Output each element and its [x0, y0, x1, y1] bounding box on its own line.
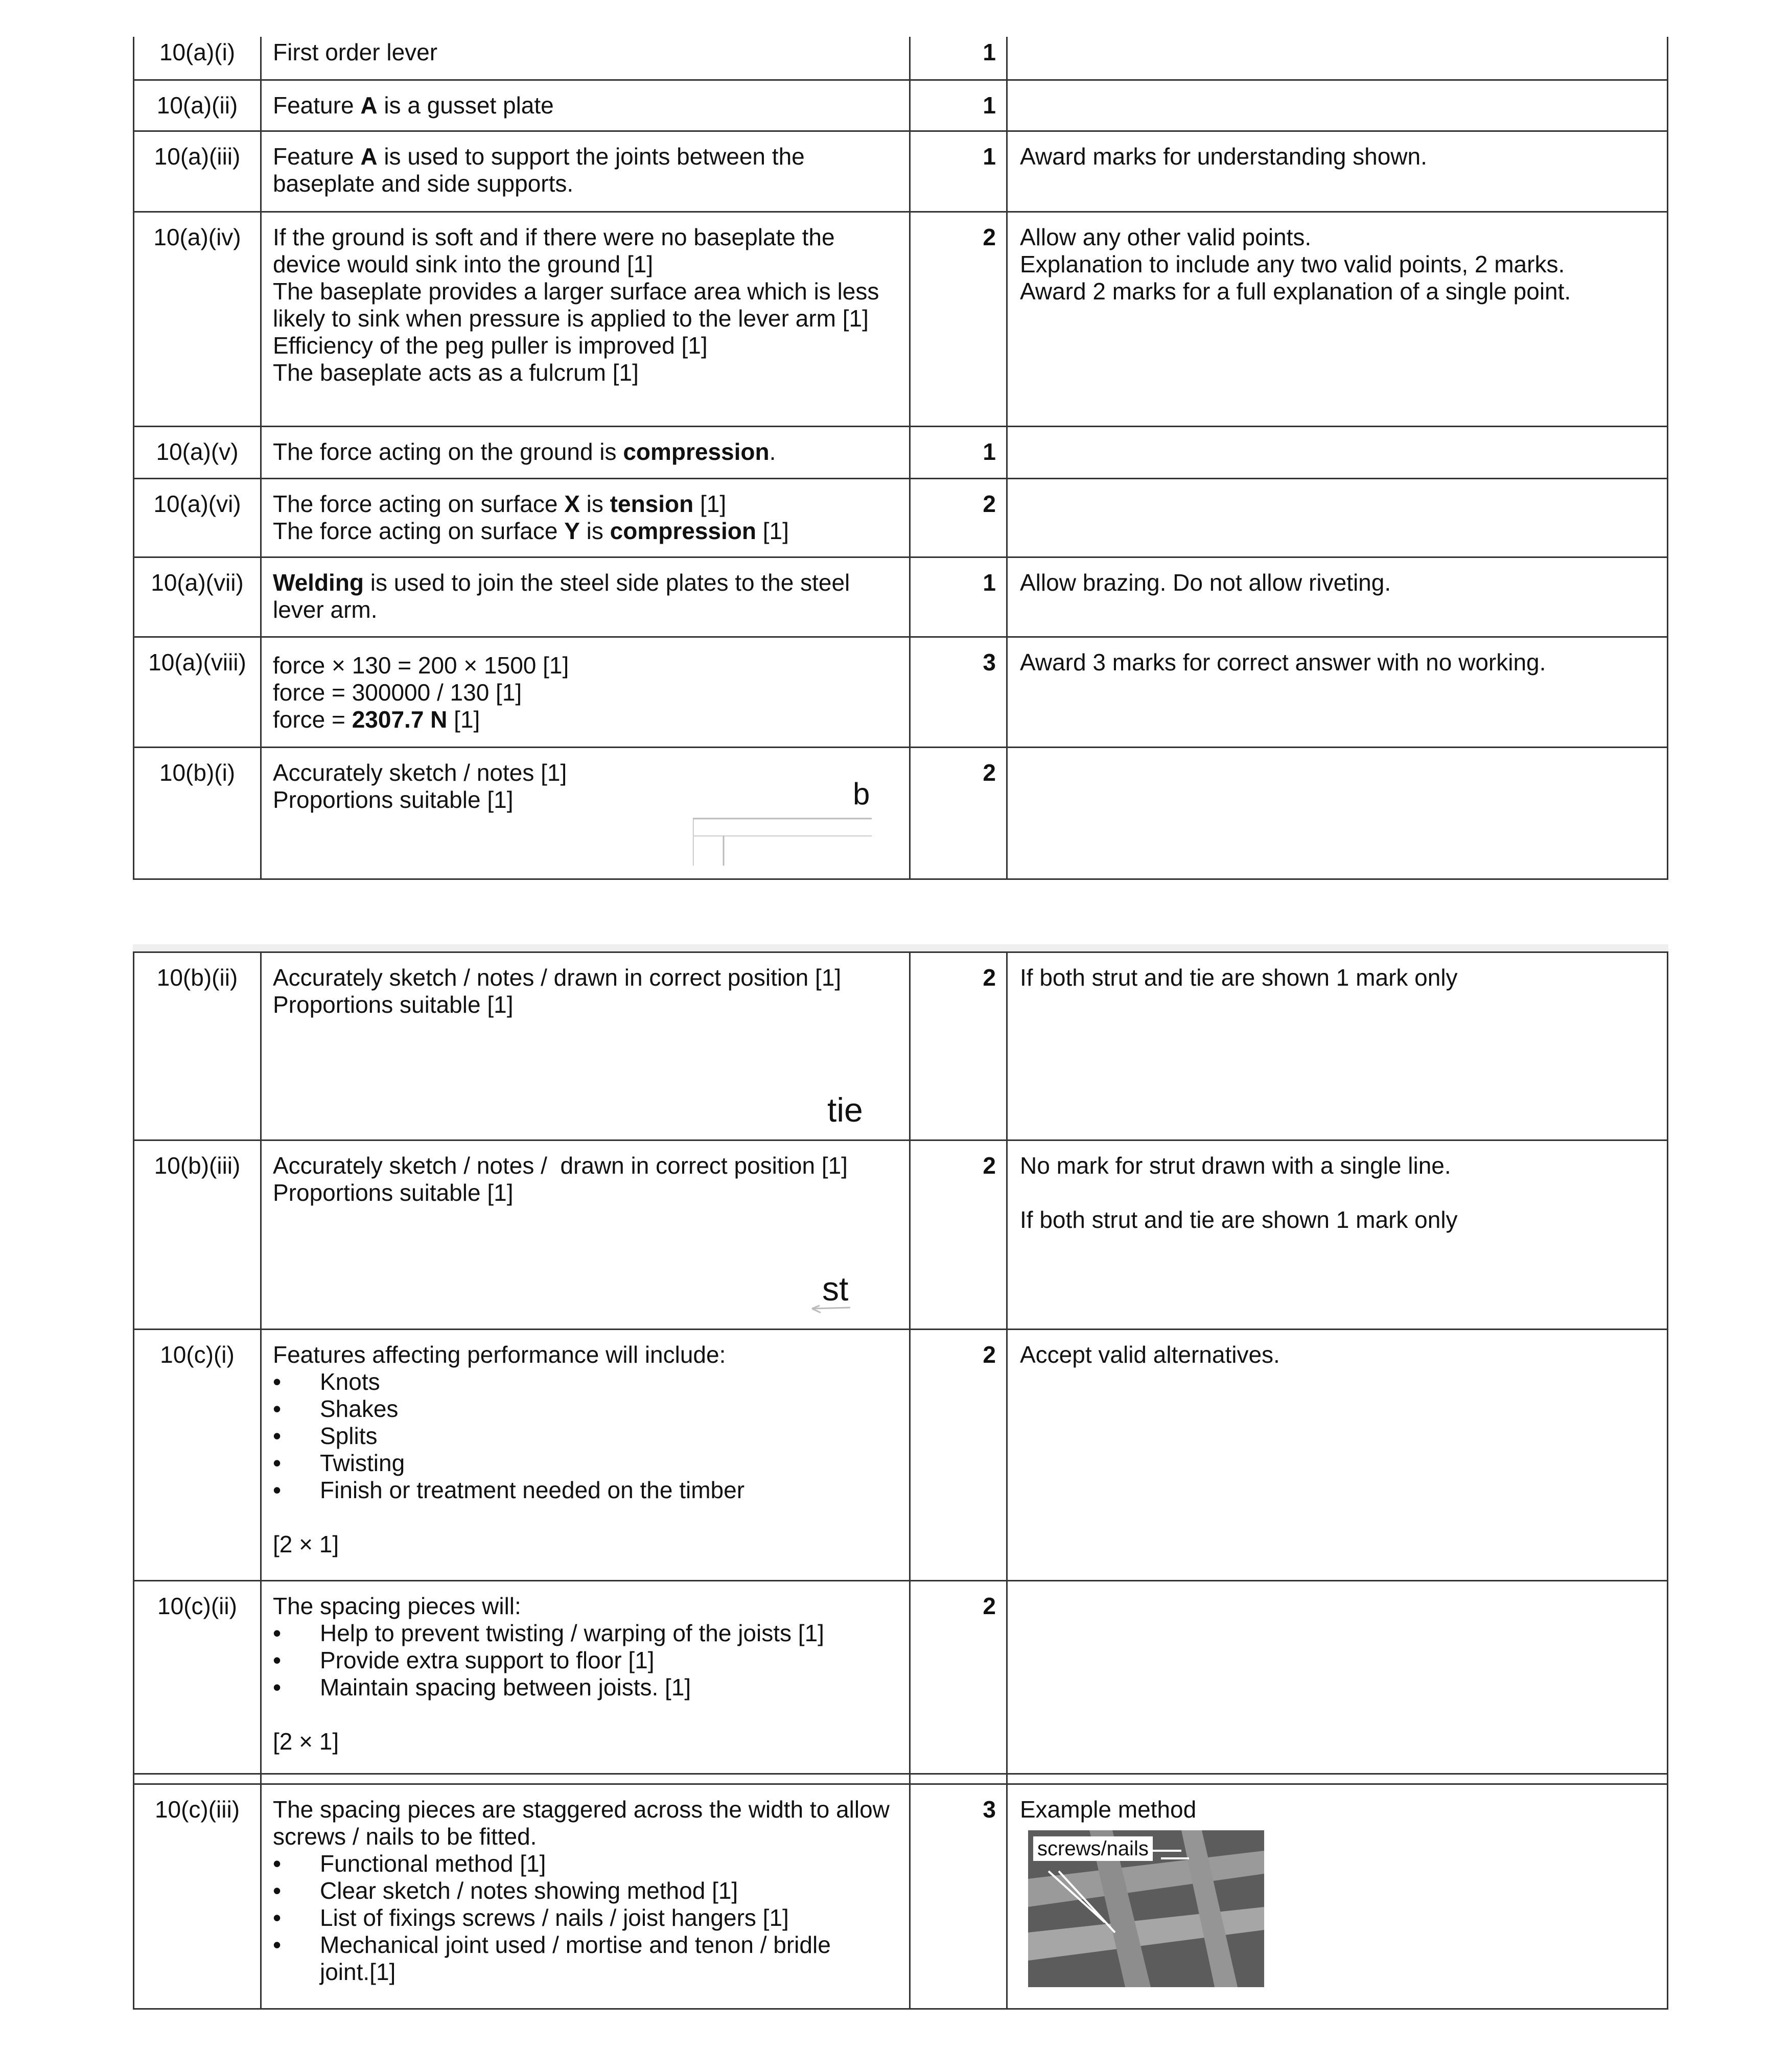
answer-cell: [261, 637, 910, 747]
marks-cell: 2: [910, 1581, 1007, 1774]
guidance-line: Allow brazing. Do not allow riveting.: [1020, 569, 1391, 596]
row-separator: [134, 1774, 1668, 1784]
marks-cell: 2: [910, 1140, 1007, 1330]
emphasis-text: X: [564, 490, 580, 517]
bullet-text: Clear sketch / notes showing method [1]: [320, 1877, 738, 1904]
bullet-item: [273, 1931, 899, 1986]
answer-cell: [261, 37, 910, 80]
answer-line: Accurately sketch / notes / drawn in correct position [1]: [273, 964, 842, 991]
bullet-text: List of fixings screws / nails / joist hangers [1]: [320, 1904, 789, 1931]
answer-line: Feature A is a gusset plate: [273, 91, 554, 119]
marks-cell: 2: [910, 478, 1007, 557]
bullet-icon: •: [273, 1904, 282, 1931]
bullet-list: [273, 1620, 899, 1701]
answer-line: Accurately sketch / notes [1]: [273, 759, 567, 786]
answer-cell: [261, 212, 910, 426]
bullet-item: [273, 1904, 899, 1931]
bullet-item: [273, 1368, 899, 1395]
bullet-icon: •: [273, 1877, 282, 1904]
bullet-text: Knots: [320, 1368, 380, 1395]
photo-caption: screws/nails: [1033, 1836, 1153, 1861]
bullet-text: Provide extra support to floor [1]: [320, 1647, 655, 1673]
table-row: [134, 1581, 1668, 1774]
emphasis-text: 2307.7 N: [352, 706, 448, 733]
answer-cell: [261, 1581, 910, 1774]
marks-cell: 2: [910, 952, 1007, 1140]
guidance-line: Example method: [1020, 1796, 1197, 1823]
emphasis-text: Y: [564, 517, 580, 544]
bullet-icon: •: [273, 1423, 282, 1449]
answer-line: baseplate and side supports.: [273, 170, 574, 197]
answer-cell: [261, 478, 910, 557]
guidance-cell: [1007, 131, 1668, 212]
marks-cell: 1: [910, 37, 1007, 80]
answer-cell: [261, 131, 910, 212]
sketch-fragment-label: tie: [827, 1091, 863, 1129]
answer-line: force × 130 = 200 × 1500 [1]: [273, 651, 569, 679]
answer-intro: Features affecting performance will include:: [273, 1341, 726, 1368]
bullet-icon: •: [273, 1850, 282, 1877]
table-row: [134, 212, 1668, 426]
guidance-cell: [1007, 37, 1668, 80]
marks-cell: 2: [910, 212, 1007, 426]
answer-line: The baseplate acts as a fulcrum [1]: [273, 359, 639, 386]
bullet-icon: •: [273, 1395, 282, 1422]
question-id: 10(a)(vii): [134, 557, 261, 637]
page-break-band: [133, 944, 1668, 951]
answer-line: lever arm.: [273, 596, 378, 623]
question-id: 10(a)(v): [134, 426, 261, 478]
marks-cell: 2: [910, 747, 1007, 879]
answer-line: The force acting on surface X is tension [1]: [273, 490, 727, 517]
sketch-fragment-label: st: [822, 1270, 849, 1308]
answer-line: likely to sink when pressure is applied to the lever arm [1]: [273, 305, 869, 332]
question-id: 10(a)(iii): [134, 131, 261, 212]
mark-scheme-table-2: [133, 951, 1668, 2010]
guidance-cell: [1007, 952, 1668, 1140]
marks-cell: 1: [910, 80, 1007, 131]
bullet-icon: •: [273, 1647, 282, 1673]
bullet-text: Finish or treatment needed on the timber: [320, 1477, 745, 1503]
table-row: [134, 426, 1668, 478]
answer-cell: [261, 1330, 910, 1581]
answer-line: force = 2307.7 N [1]: [273, 706, 480, 733]
bullet-item: [273, 1450, 899, 1477]
question-id: 10(b)(i): [134, 747, 261, 879]
answer-cell: [261, 426, 910, 478]
bullet-text: Mechanical joint used / mortise and tenon / bridle joint.[1]: [320, 1931, 831, 1985]
table-row: [134, 747, 1668, 879]
bullet-item: [273, 1423, 899, 1450]
guidance-line: Explanation to include any two valid points, 2 marks.: [1020, 250, 1565, 277]
table-row: [134, 37, 1668, 80]
guidance-line: [1020, 1179, 1657, 1206]
bullet-list: [273, 1368, 899, 1504]
question-id: 10(a)(i): [134, 37, 261, 80]
spacer: [273, 1701, 899, 1728]
guidance-line: If both strut and tie are shown 1 mark only: [1020, 1206, 1458, 1233]
guidance-line: No mark for strut drawn with a single line.: [1020, 1152, 1451, 1179]
guidance-cell: [1007, 1140, 1668, 1330]
marks-cell: 1: [910, 426, 1007, 478]
answer-line: device would sink into the ground [1]: [273, 250, 654, 277]
table-row: [134, 80, 1668, 131]
answer-outro: [2 × 1]: [273, 1531, 339, 1557]
bullet-icon: •: [273, 1620, 282, 1646]
bullet-item: [273, 1620, 899, 1647]
answer-line: Proportions suitable [1]: [273, 991, 514, 1018]
table-row: [134, 131, 1668, 212]
bullet-item: [273, 1877, 899, 1904]
guidance-cell: [1007, 747, 1668, 879]
answer-cell: [261, 747, 910, 879]
emphasis-text: compression: [610, 517, 756, 544]
sketch-fragment-label: b: [853, 776, 870, 811]
answer-line: Accurately sketch / notes / drawn in correct position [1]: [273, 1152, 848, 1179]
bullet-icon: •: [273, 1368, 282, 1395]
answer-line: force = 300000 / 130 [1]: [273, 679, 522, 706]
guidance-cell: [1007, 80, 1668, 131]
answer-line: The force acting on the ground is compression.: [273, 438, 776, 465]
answer-line: The baseplate provides a larger surface area which is less: [273, 277, 879, 305]
guidance-cell: [1007, 1784, 1668, 2009]
emphasis-text: compression: [623, 438, 770, 465]
spacer: [273, 1504, 899, 1531]
sketch-fragment: [809, 1303, 855, 1316]
question-id: 10(a)(iv): [134, 212, 261, 426]
guidance-line: Award marks for understanding shown.: [1020, 143, 1427, 170]
bullet-item: [273, 1647, 899, 1674]
bullet-text: Twisting: [320, 1450, 405, 1476]
table-row: [134, 1140, 1668, 1330]
marks-cell: 3: [910, 1784, 1007, 2009]
table-row: [134, 952, 1668, 1140]
answer-line: Proportions suitable [1]: [273, 786, 514, 813]
answer-intro: The spacing pieces will:: [273, 1593, 521, 1619]
guidance-cell: [1007, 1330, 1668, 1581]
answer-cell: [261, 80, 910, 131]
answer-line: The force acting on surface Y is compression [1]: [273, 517, 789, 544]
question-id: 10(a)(viii): [134, 637, 261, 747]
marks-cell: 1: [910, 557, 1007, 637]
question-id: 10(a)(ii): [134, 80, 261, 131]
guidance-line: Award 2 marks for a full explanation of a single point.: [1020, 277, 1571, 305]
table-row: [134, 478, 1668, 557]
emphasis-text: Welding: [273, 569, 364, 596]
bullet-text: Maintain spacing between joists. [1]: [320, 1674, 691, 1700]
bullet-text: Shakes: [320, 1395, 399, 1422]
guidance-cell: [1007, 212, 1668, 426]
bullet-text: Functional method [1]: [320, 1850, 546, 1877]
bullet-item: [273, 1395, 899, 1423]
answer-line: Efficiency of the peg puller is improved [1]: [273, 332, 708, 359]
bullet-list: [273, 1850, 899, 1986]
answer-cell: [261, 1784, 910, 2009]
bullet-text: Splits: [320, 1423, 378, 1449]
mark-scheme-table-1: [133, 37, 1668, 880]
answer-cell: [261, 952, 910, 1140]
question-id: 10(c)(ii): [134, 1581, 261, 1774]
guidance-cell: [1007, 557, 1668, 637]
bullet-item: [273, 1477, 899, 1504]
marks-cell: 1: [910, 131, 1007, 212]
answer-outro: [2 × 1]: [273, 1728, 339, 1755]
question-id: 10(b)(iii): [134, 1140, 261, 1330]
sketch-fragment: [693, 814, 872, 866]
guidance-cell: [1007, 478, 1668, 557]
marks-cell: 3: [910, 637, 1007, 747]
question-id: 10(a)(vi): [134, 478, 261, 557]
question-id: 10(c)(i): [134, 1330, 261, 1581]
emphasis-text: A: [360, 91, 378, 119]
table-row: [134, 637, 1668, 747]
answer-intro: The spacing pieces are staggered across the width to allow screws / nails to be fitted.: [273, 1796, 890, 1850]
guidance-cell: [1007, 637, 1668, 747]
answer-line: Welding is used to join the steel side plates to the steel: [273, 569, 850, 596]
question-id: 10(b)(ii): [134, 952, 261, 1140]
marks-cell: 2: [910, 1330, 1007, 1581]
table-row: [134, 1330, 1668, 1581]
bullet-icon: •: [273, 1931, 282, 1958]
bullet-icon: •: [273, 1477, 282, 1503]
bullet-icon: •: [273, 1674, 282, 1700]
guidance-cell: [1007, 426, 1668, 478]
table-row: [134, 1784, 1668, 2009]
bullet-icon: •: [273, 1450, 282, 1476]
answer-line: Feature A is used to support the joints between the: [273, 143, 805, 170]
guidance-line: Allow any other valid points.: [1020, 223, 1312, 250]
guidance-line: If both strut and tie are shown 1 mark only: [1020, 964, 1458, 991]
bullet-item: [273, 1674, 899, 1701]
answer-line: If the ground is soft and if there were no baseplate the: [273, 223, 835, 250]
answer-cell: [261, 1140, 910, 1330]
emphasis-text: A: [360, 143, 378, 170]
answer-line: First order lever: [273, 39, 438, 65]
question-id: 10(c)(iii): [134, 1784, 261, 2009]
guidance-line: Award 3 marks for correct answer with no working.: [1020, 648, 1546, 675]
answer-line: Proportions suitable [1]: [273, 1179, 514, 1206]
guidance-line: Accept valid alternatives.: [1020, 1341, 1280, 1368]
bullet-text: Help to prevent twisting / warping of the joists [1]: [320, 1620, 824, 1646]
answer-cell: [261, 557, 910, 637]
guidance-cell: [1007, 1581, 1668, 1774]
joist-example-photo: [1028, 1830, 1264, 1987]
emphasis-text: tension: [610, 490, 694, 517]
bullet-item: [273, 1850, 899, 1877]
table-row: [134, 557, 1668, 637]
